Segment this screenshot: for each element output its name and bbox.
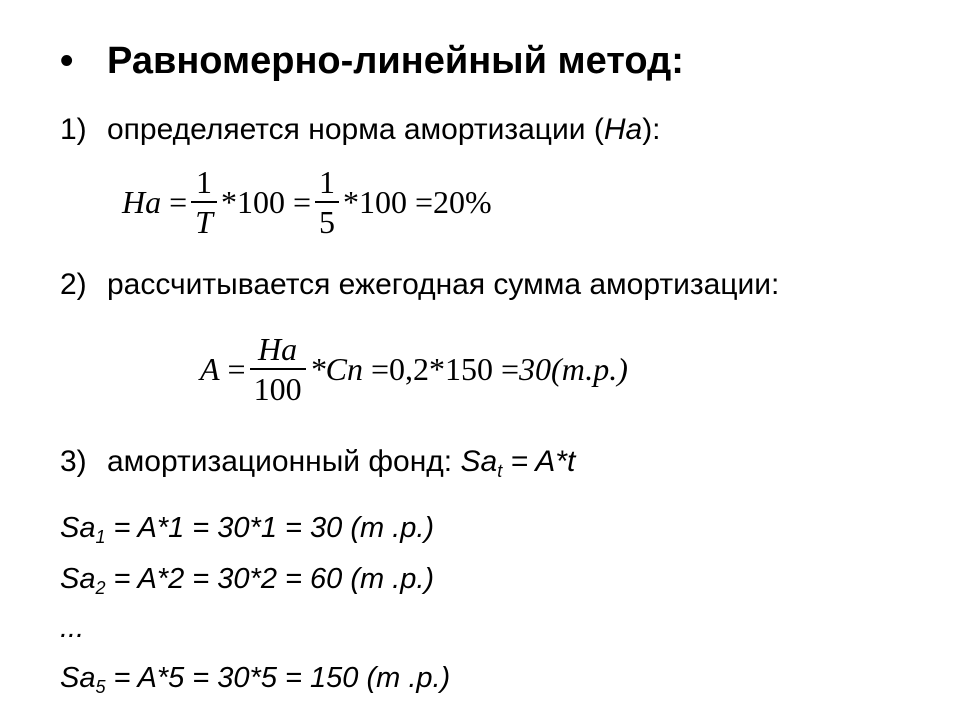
formula-norm-eq1: = xyxy=(169,183,188,220)
step-2-number: 2) xyxy=(60,268,87,301)
formula-annual-lhs: А xyxy=(200,350,220,387)
formula-annual-result: 30(т.р.) xyxy=(519,350,628,387)
calc-ellipsis: ... xyxy=(60,612,85,644)
line-subscript: 2 xyxy=(95,578,106,598)
formula-annual-mult: *Сп xyxy=(309,350,363,387)
formula-annual xyxy=(200,330,628,408)
fraction-denominator: Т xyxy=(191,201,217,241)
step-1-number: 1) xyxy=(60,113,87,146)
formula-rest: = A*t xyxy=(502,445,576,478)
formula-norm-mult2: *100 xyxy=(343,183,407,220)
fraction-denominator: 100 xyxy=(250,368,306,408)
step-3-text xyxy=(107,445,575,479)
fraction-numerator: 1 xyxy=(319,164,335,200)
slide-title: Равномерно-линейный метод: xyxy=(107,40,684,82)
step-3-number: 3) xyxy=(60,445,87,478)
line-subscript: 5 xyxy=(95,677,106,697)
fraction-numerator: 1 xyxy=(196,164,213,200)
step-1-text-a: определяется норма амортизации ( xyxy=(107,113,604,146)
line-rest: = A*5 = 30*5 = 150 (т .р.) xyxy=(105,662,451,694)
formula-annual-eq2: = xyxy=(370,350,389,387)
calc-line-2 xyxy=(60,563,434,596)
step-1-text xyxy=(107,113,661,147)
fraction-1-over-t xyxy=(191,163,217,241)
line-base: Sa xyxy=(60,662,96,694)
step-1-text-var: На xyxy=(603,113,643,146)
fraction-denominator: 5 xyxy=(315,201,339,241)
line-subscript: 1 xyxy=(95,527,106,547)
formula-norm-eq3: = xyxy=(415,183,434,220)
line-base: Sa xyxy=(60,512,96,544)
formula-norm-eq2: = xyxy=(292,183,311,220)
formula-norm-mult1: *100 xyxy=(220,183,285,220)
formula-subscript: t xyxy=(497,461,503,481)
formula-norm-lhs: На xyxy=(122,183,162,220)
formula-annual-calc: 0,2*150 xyxy=(388,350,493,387)
formula-base: Sa xyxy=(460,445,498,478)
line-rest: = A*1 = 30*1 = 30 (т .р.) xyxy=(105,512,435,544)
bullet-point: • xyxy=(60,40,74,82)
formula-annual-eq1: = xyxy=(227,350,246,387)
fraction-ha-over-100 xyxy=(250,330,306,408)
step-2-text: рассчитывается ежегодная сумма амортизации: xyxy=(107,268,780,301)
formula-norm-result: 20% xyxy=(433,183,492,220)
step-1-text-b: ): xyxy=(642,113,661,146)
step-3-formula xyxy=(460,445,576,481)
formula-norm xyxy=(122,163,492,241)
step-3-label: амортизационный фонд: xyxy=(107,445,453,478)
fraction-1-over-5 xyxy=(315,163,339,241)
fraction-numerator: На xyxy=(258,331,298,367)
line-rest: = A*2 = 30*2 = 60 (т .р.) xyxy=(105,563,435,595)
line-base: Sa xyxy=(60,563,96,595)
calc-line-1 xyxy=(60,512,434,545)
calc-line-5 xyxy=(60,662,450,695)
formula-annual-eq3: = xyxy=(500,350,520,387)
